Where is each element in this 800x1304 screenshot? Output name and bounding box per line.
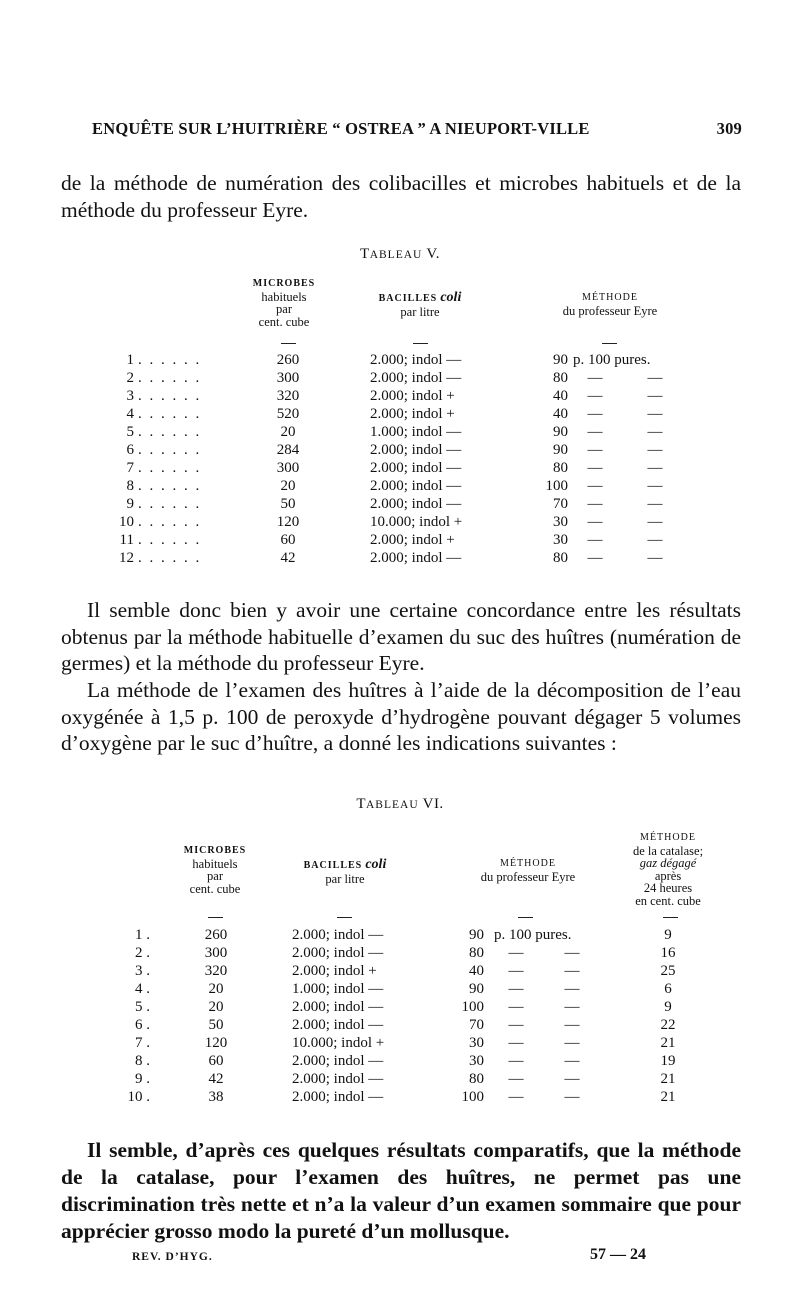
microbes-value: 260 xyxy=(204,927,228,943)
bacilles-value: 2.000; indol + xyxy=(292,963,377,979)
ditto-mark: — xyxy=(647,388,663,404)
header-coli-label: coli xyxy=(440,290,462,305)
microbes-value: 38 xyxy=(208,1089,224,1105)
ditto-mark: — xyxy=(587,478,603,494)
row-index: 8 . xyxy=(135,1053,150,1069)
ditto-mark: — xyxy=(587,370,603,386)
header-line: cent. cube xyxy=(189,881,241,896)
microbes-value: 42 xyxy=(280,550,296,566)
ditto-mark: — xyxy=(647,442,663,458)
running-head-title: ENQUÊTE SUR L’HUITRIÈRE “ OSTREA ” A NIEUPORT-VILLE xyxy=(92,119,590,138)
row-index: 12 xyxy=(119,550,134,566)
microbes-value: 300 xyxy=(276,370,300,386)
header-rule xyxy=(602,343,617,344)
table-row xyxy=(0,1053,800,1071)
header-line: par xyxy=(207,869,223,883)
header-rule xyxy=(281,343,296,344)
header-coli-label: coli xyxy=(365,857,387,872)
microbes-value: 20 xyxy=(280,478,296,494)
ditto-mark: — xyxy=(587,442,603,458)
ditto-mark: — xyxy=(647,478,663,494)
table5-title-word: ABLEAU xyxy=(369,249,423,261)
header-line: habituels xyxy=(192,856,238,871)
bacilles-value: 2.000; indol — xyxy=(370,478,462,494)
ditto-mark: — xyxy=(647,514,663,530)
eyre-percent: 100 xyxy=(461,999,484,1015)
bacilles-value: 2.000; indol + xyxy=(370,388,455,404)
row-index: 4 xyxy=(126,406,134,422)
bacilles-value: 2.000; indol — xyxy=(370,496,462,512)
bacilles-value: 2.000; indol — xyxy=(292,1089,384,1105)
bacilles-value: 2.000; indol — xyxy=(370,352,462,368)
header-line: après xyxy=(654,868,682,883)
ditto-mark: — xyxy=(508,963,524,979)
row-index: 6 xyxy=(126,442,134,458)
ditto-mark: — xyxy=(564,963,580,979)
ditto-mark: — xyxy=(587,406,603,422)
eyre-percent: 30 xyxy=(553,532,568,548)
ditto-mark: — xyxy=(647,424,663,440)
bacilles-value: 1.000; indol — xyxy=(370,424,462,440)
row-leader: . . . . . . xyxy=(138,496,202,512)
catalase-gas-value: 21 xyxy=(660,1089,676,1105)
catalase-gas-value: 21 xyxy=(660,1035,676,1051)
row-leader: . . . . . . xyxy=(138,370,202,386)
row-leader: . . . . . . xyxy=(138,532,202,548)
eyre-percent: 90 xyxy=(553,352,568,368)
ditto-mark: — xyxy=(564,999,580,1015)
microbes-value: 20 xyxy=(280,424,296,440)
running-head xyxy=(92,119,742,139)
ditto-mark: — xyxy=(508,999,524,1015)
ditto-mark: — xyxy=(587,550,603,566)
row-leader: . . . . . . xyxy=(138,514,202,530)
ditto-mark: — xyxy=(647,370,663,386)
catalase-gas-value: 9 xyxy=(664,999,672,1015)
eyre-percent: 80 xyxy=(553,550,568,566)
table-row xyxy=(0,550,800,568)
table5-header-bacilles xyxy=(350,291,490,318)
header-rule xyxy=(208,917,223,918)
header-rule xyxy=(413,343,428,344)
table-row xyxy=(0,388,800,406)
table-row xyxy=(0,478,800,496)
row-index: 7 . xyxy=(135,1035,150,1051)
ditto-mark: — xyxy=(564,945,580,961)
bacilles-value: 1.000; indol — xyxy=(292,981,384,997)
row-leader: . . . . . . xyxy=(138,424,202,440)
microbes-value: 60 xyxy=(280,532,296,548)
eyre-percent: 90 xyxy=(469,981,484,997)
ditto-mark: — xyxy=(647,496,663,512)
microbes-value: 320 xyxy=(276,388,300,404)
header-line: MÉTHODE xyxy=(582,292,638,303)
row-index: 7 xyxy=(126,460,134,476)
header-rule xyxy=(663,917,678,918)
row-index: 2 xyxy=(126,370,134,386)
table6-title-number: VI. xyxy=(422,796,444,812)
eyre-percent: 30 xyxy=(553,514,568,530)
ditto-mark: — xyxy=(564,1017,580,1033)
ditto-mark: — xyxy=(587,496,603,512)
header-bacilles-label: BACILLES xyxy=(303,860,363,871)
table-row xyxy=(0,442,800,460)
row-index: 3 . xyxy=(135,963,150,979)
eyre-percent: 30 xyxy=(469,1053,484,1069)
row-leader: . . . . . . xyxy=(138,550,202,566)
microbes-value: 520 xyxy=(276,406,300,422)
row-index: 8 xyxy=(126,478,134,494)
eyre-percent: 100 xyxy=(545,478,568,494)
bacilles-value: 2.000; indol — xyxy=(292,999,384,1015)
table6-title xyxy=(0,796,800,813)
header-line: MÉTHODE xyxy=(640,832,696,843)
bacilles-value: 2.000; indol — xyxy=(292,1071,384,1087)
header-line: par litre xyxy=(400,304,440,319)
microbes-value: 320 xyxy=(204,963,228,979)
ditto-mark: — xyxy=(564,981,580,997)
table-row xyxy=(0,963,800,981)
table-row xyxy=(0,1089,800,1107)
ditto-mark: — xyxy=(508,1017,524,1033)
microbes-value: 300 xyxy=(276,460,300,476)
table-row xyxy=(0,999,800,1017)
header-line: habituels xyxy=(261,289,307,304)
bacilles-value: 2.000; indol — xyxy=(292,945,384,961)
eyre-percent: 90 xyxy=(553,442,568,458)
table-row xyxy=(0,532,800,550)
bacilles-value: 2.000; indol — xyxy=(370,460,462,476)
paragraph-methode-eau-oxygenee xyxy=(61,677,741,757)
row-index: 10 . xyxy=(127,1089,150,1105)
header-line: par litre xyxy=(325,871,365,886)
header-line: de la catalase; xyxy=(632,843,704,858)
table6-header-methode xyxy=(448,858,608,883)
ditto-mark: — xyxy=(647,460,663,476)
ditto-mark: — xyxy=(564,1071,580,1087)
table-row xyxy=(0,352,800,370)
paragraph-concordance-text: Il semble donc bien y avoir une certaine concordance entre les résultats obtenus par la méthode habituelle d’examen du suc des huîtres (numération de germes) et la méthode du professeur Eyre. xyxy=(61,598,741,675)
header-rule xyxy=(518,917,533,918)
table6-title-initial: T xyxy=(356,796,366,812)
table-row xyxy=(0,370,800,388)
microbes-value: 50 xyxy=(208,1017,224,1033)
footer-signature: 57 — 24 xyxy=(590,1246,646,1263)
table6-header-bacilles xyxy=(275,858,415,885)
table-row xyxy=(0,927,800,945)
catalase-gas-value: 6 xyxy=(664,981,672,997)
header-rule xyxy=(337,917,352,918)
eyre-percent: 80 xyxy=(553,370,568,386)
ditto-mark: — xyxy=(508,945,524,961)
microbes-value: 50 xyxy=(280,496,296,512)
bacilles-value: 2.000; indol — xyxy=(370,442,462,458)
table5-title-initial: T xyxy=(360,246,370,262)
table-row xyxy=(0,496,800,514)
eyre-purity-label: p. 100 pures. xyxy=(573,352,651,368)
ditto-mark: — xyxy=(564,1035,580,1051)
eyre-percent: 40 xyxy=(469,963,484,979)
header-line: 24 heures xyxy=(643,881,693,895)
microbes-value: 20 xyxy=(208,981,224,997)
ditto-mark: — xyxy=(647,406,663,422)
microbes-value: 284 xyxy=(276,442,300,458)
eyre-percent: 80 xyxy=(469,945,484,961)
eyre-percent: 100 xyxy=(461,1089,484,1105)
row-leader: . . . . . . xyxy=(138,460,202,476)
row-index: 6 . xyxy=(135,1017,150,1033)
table-row xyxy=(0,1035,800,1053)
row-leader: . . . . . . xyxy=(138,352,202,368)
ditto-mark: — xyxy=(587,460,603,476)
row-leader: . . . . . . xyxy=(138,478,202,494)
table-row xyxy=(0,945,800,963)
table5-header-microbes xyxy=(228,278,340,328)
microbes-value: 20 xyxy=(208,999,224,1015)
ditto-mark: — xyxy=(587,388,603,404)
ditto-mark: — xyxy=(508,981,524,997)
microbes-value: 260 xyxy=(276,352,300,368)
table5-header-methode xyxy=(530,292,690,317)
ditto-mark: — xyxy=(587,514,603,530)
ditto-mark: — xyxy=(564,1053,580,1069)
bacilles-value: 2.000; indol — xyxy=(292,927,384,943)
header-line: MÉTHODE xyxy=(500,858,556,869)
eyre-percent: 90 xyxy=(553,424,568,440)
ditto-mark: — xyxy=(647,532,663,548)
table-row xyxy=(0,406,800,424)
footer-journal: REV. D’HYG. xyxy=(132,1251,213,1263)
catalase-gas-value: 16 xyxy=(660,945,676,961)
microbes-value: 120 xyxy=(276,514,300,530)
paragraph-conclusion xyxy=(61,1137,741,1245)
eyre-percent: 70 xyxy=(469,1017,484,1033)
table-row xyxy=(0,424,800,442)
eyre-percent: 80 xyxy=(469,1071,484,1087)
paragraph-concordance xyxy=(61,597,741,677)
header-line: par xyxy=(276,302,292,316)
row-index: 4 . xyxy=(135,981,150,997)
ditto-mark: — xyxy=(587,424,603,440)
row-index: 1 xyxy=(126,352,134,368)
row-index: 9 xyxy=(126,496,134,512)
bacilles-value: 2.000; indol — xyxy=(292,1017,384,1033)
row-leader: . . . . . . xyxy=(138,442,202,458)
table-row xyxy=(0,460,800,478)
table6-header-microbes xyxy=(160,845,270,895)
catalase-gas-value: 9 xyxy=(664,927,672,943)
microbes-value: 60 xyxy=(208,1053,224,1069)
row-index: 5 . xyxy=(135,999,150,1015)
ditto-mark: — xyxy=(587,532,603,548)
header-line: cent. cube xyxy=(258,314,310,329)
row-index: 10 xyxy=(119,514,134,530)
eyre-percent: 40 xyxy=(553,388,568,404)
row-leader: . . . . . . xyxy=(138,406,202,422)
ditto-mark: — xyxy=(647,550,663,566)
eyre-percent: 40 xyxy=(553,406,568,422)
bacilles-value: 2.000; indol + xyxy=(370,532,455,548)
row-index: 2 . xyxy=(135,945,150,961)
paragraph-conclusion-text: Il semble, d’après ces quelques résultats comparatifs, que la méthode de la catalase, pour l’examen des huîtres, ne permet pas une discrimination très nette et n’a la valeur d’un examen sommaire que pour apprécier grosso modo la pureté d’un mollusque. xyxy=(61,1138,741,1243)
ditto-mark: — xyxy=(564,1089,580,1105)
row-leader: . . . . . . xyxy=(138,388,202,404)
table5-title-number: V. xyxy=(426,246,440,262)
microbes-value: 42 xyxy=(208,1071,224,1087)
bacilles-value: 2.000; indol — xyxy=(370,370,462,386)
catalase-gas-value: 19 xyxy=(660,1053,676,1069)
eyre-percent: 90 xyxy=(469,927,484,943)
table5-title xyxy=(0,246,800,263)
row-index: 11 xyxy=(119,532,134,548)
eyre-percent: 70 xyxy=(553,496,568,512)
header-bacilles-label: BACILLES xyxy=(378,293,438,304)
intro-paragraph: de la méthode de numération des colibacilles et microbes habituels et de la méthode du professeur Eyre. xyxy=(61,171,741,222)
table6-header-catalase xyxy=(608,832,728,907)
table-row xyxy=(0,981,800,999)
header-line: MICROBES xyxy=(183,845,247,856)
row-index: 5 xyxy=(126,424,134,440)
bacilles-value: 2.000; indol — xyxy=(370,550,462,566)
eyre-purity-label: p. 100 pures. xyxy=(494,927,572,943)
catalase-gas-value: 22 xyxy=(660,1017,676,1033)
bacilles-value: 2.000; indol + xyxy=(370,406,455,422)
microbes-value: 300 xyxy=(204,945,228,961)
page-number: 309 xyxy=(716,119,742,138)
table-row xyxy=(0,1071,800,1089)
ditto-mark: — xyxy=(508,1071,524,1087)
header-line: du professeur Eyre xyxy=(480,869,576,884)
header-line: du professeur Eyre xyxy=(562,303,658,318)
row-index: 9 . xyxy=(135,1071,150,1087)
row-index: 3 xyxy=(126,388,134,404)
ditto-mark: — xyxy=(508,1053,524,1069)
header-line: gaz dégagé xyxy=(639,856,697,870)
eyre-percent: 30 xyxy=(469,1035,484,1051)
bacilles-value: 10.000; indol + xyxy=(292,1035,385,1051)
table-row xyxy=(0,1017,800,1035)
table6-title-word: ABLEAU xyxy=(365,799,419,811)
bacilles-value: 2.000; indol — xyxy=(292,1053,384,1069)
microbes-value: 120 xyxy=(204,1035,228,1051)
catalase-gas-value: 21 xyxy=(660,1071,676,1087)
header-line: en cent. cube xyxy=(635,893,701,908)
table-row xyxy=(0,514,800,532)
bacilles-value: 10.000; indol + xyxy=(370,514,463,530)
ditto-mark: — xyxy=(508,1035,524,1051)
header-line: MICROBES xyxy=(252,278,316,289)
ditto-mark: — xyxy=(508,1089,524,1105)
paragraph-methode-text: La méthode de l’examen des huîtres à l’aide de la décomposition de l’eau oxygénée à 1,5 p. 100 de peroxyde d’hydrogène pouvant dégager 5 volumes d’oxygène par le suc d’huître, a donné les indications suivantes : xyxy=(61,678,741,755)
eyre-percent: 80 xyxy=(553,460,568,476)
row-index: 1 . xyxy=(135,927,150,943)
catalase-gas-value: 25 xyxy=(660,963,676,979)
